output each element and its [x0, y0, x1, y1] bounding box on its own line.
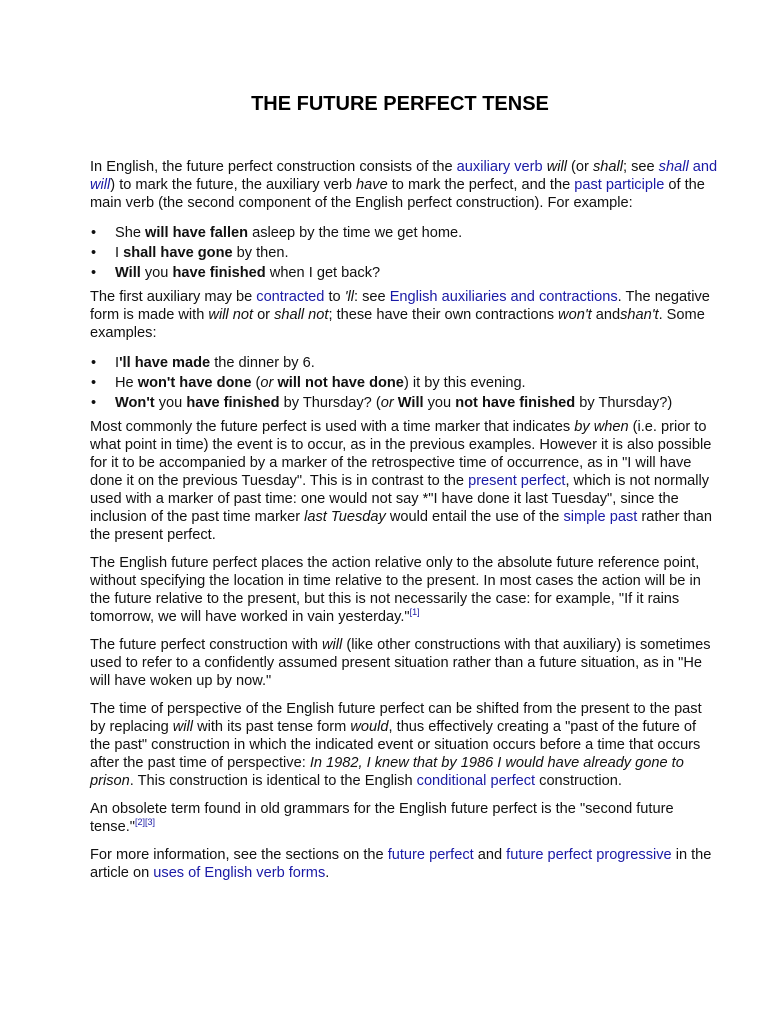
citation-2[interactable]: [2]: [134, 817, 145, 827]
example-list-1: [90, 224, 718, 282]
link-past-participle[interactable]: past participle: [574, 177, 665, 193]
list-item: • Won't you have finished by Thursday? (or Will you not have finished by Thursday?): [90, 394, 718, 412]
list-item: • She will have fallen asleep by the time we get home.: [90, 224, 718, 242]
reference-point-paragraph: The English future perfect places the action relative only to the absolute future reference point, without specifying the location in time relative to the present. In most cases the action will be in the future relative to the present, but this is not necessarily the case: for example, "If it rains tomorrow, we will have worked in vain yesterday."[1]: [90, 555, 701, 625]
obsolete-term-paragraph: An obsolete term found in old grammars for the English future perfect is the "second future tense."[2][3]: [90, 801, 674, 835]
link-auxiliaries-and-contractions[interactable]: English auxiliaries and contractions: [389, 289, 618, 305]
link-present-perfect[interactable]: present perfect: [468, 473, 566, 489]
link-contracted[interactable]: contracted: [256, 289, 325, 305]
page-title: THE FUTURE PERFECT TENSE: [251, 93, 549, 115]
list-item: • Will you have finished when I get back?: [90, 264, 718, 282]
link-future-perfect-progressive[interactable]: future perfect progressive: [506, 847, 672, 863]
more-info-paragraph: For more information, see the sections on the future perfect and future perfect progressive in the article on uses of English verb forms.: [90, 847, 712, 881]
list-item: • I shall have gone by then.: [90, 244, 718, 262]
link-uses-of-english-verb-forms[interactable]: uses of English verb forms: [153, 865, 326, 881]
list-item: • He won't have done (or will not have done) it by this evening.: [90, 374, 718, 392]
link-shall-and-will[interactable]: shall and will: [90, 159, 718, 193]
list-item: • I'll have made the dinner by 6.: [90, 354, 718, 372]
citation-1[interactable]: [1]: [409, 607, 420, 617]
link-auxiliary-verb[interactable]: auxiliary verb: [456, 159, 543, 175]
perspective-paragraph: The time of perspective of the English future perfect can be shifted from the present to the past by replacing will with its past tense form would, thus effectively creating a "past of the future of the past" construction in which the indicated event or situation occurs before a time that occurs after the past time of perspective: In 1982, I knew that by 1986 I would have already gone to prison. This construction is identical to the English conditional perfect construction.: [90, 701, 702, 789]
assumed-present-paragraph: The future perfect construction with will (like other constructions with that auxiliary) is sometimes used to refer to a confidently assumed present situation rather than a future situation, as in "He will have woken up by now.": [90, 637, 711, 689]
citation-3[interactable]: [3]: [144, 817, 155, 827]
link-conditional-perfect[interactable]: conditional perfect: [416, 773, 536, 789]
example-list-2: [90, 354, 718, 412]
intro-paragraph: In English, the future perfect construction consists of the auxiliary verb will (or shall; see shall and will) to mark the future, the auxiliary verb have to mark the perfect, and the past participle of the main verb (the second component of the English perfect construction). For example:: [90, 159, 718, 211]
time-marker-paragraph: Most commonly the future perfect is used with a time marker that indicates by when (i.e. prior to what point in time) the event is to occur, as in the previous examples. However it is also possible for it to be accompanied by a marker of the retrospective time of occurrence, as in "I will have done it on the previous Tuesday". This is in contrast to the present perfect, which is not normally used with a marker of past time: one would not say *"I have done it last Tuesday", since the inclusion of the past time marker last Tuesday would entail the use of the simple past rather than the present perfect.: [90, 419, 712, 543]
contraction-paragraph: The first auxiliary may be contracted to 'll: see English auxiliaries and contractions. The negative form is made with will not or shall not; these have their own contractions won't andshan't. Some examples:: [90, 289, 710, 341]
link-simple-past[interactable]: simple past: [563, 509, 638, 525]
link-future-perfect[interactable]: future perfect: [387, 847, 474, 863]
